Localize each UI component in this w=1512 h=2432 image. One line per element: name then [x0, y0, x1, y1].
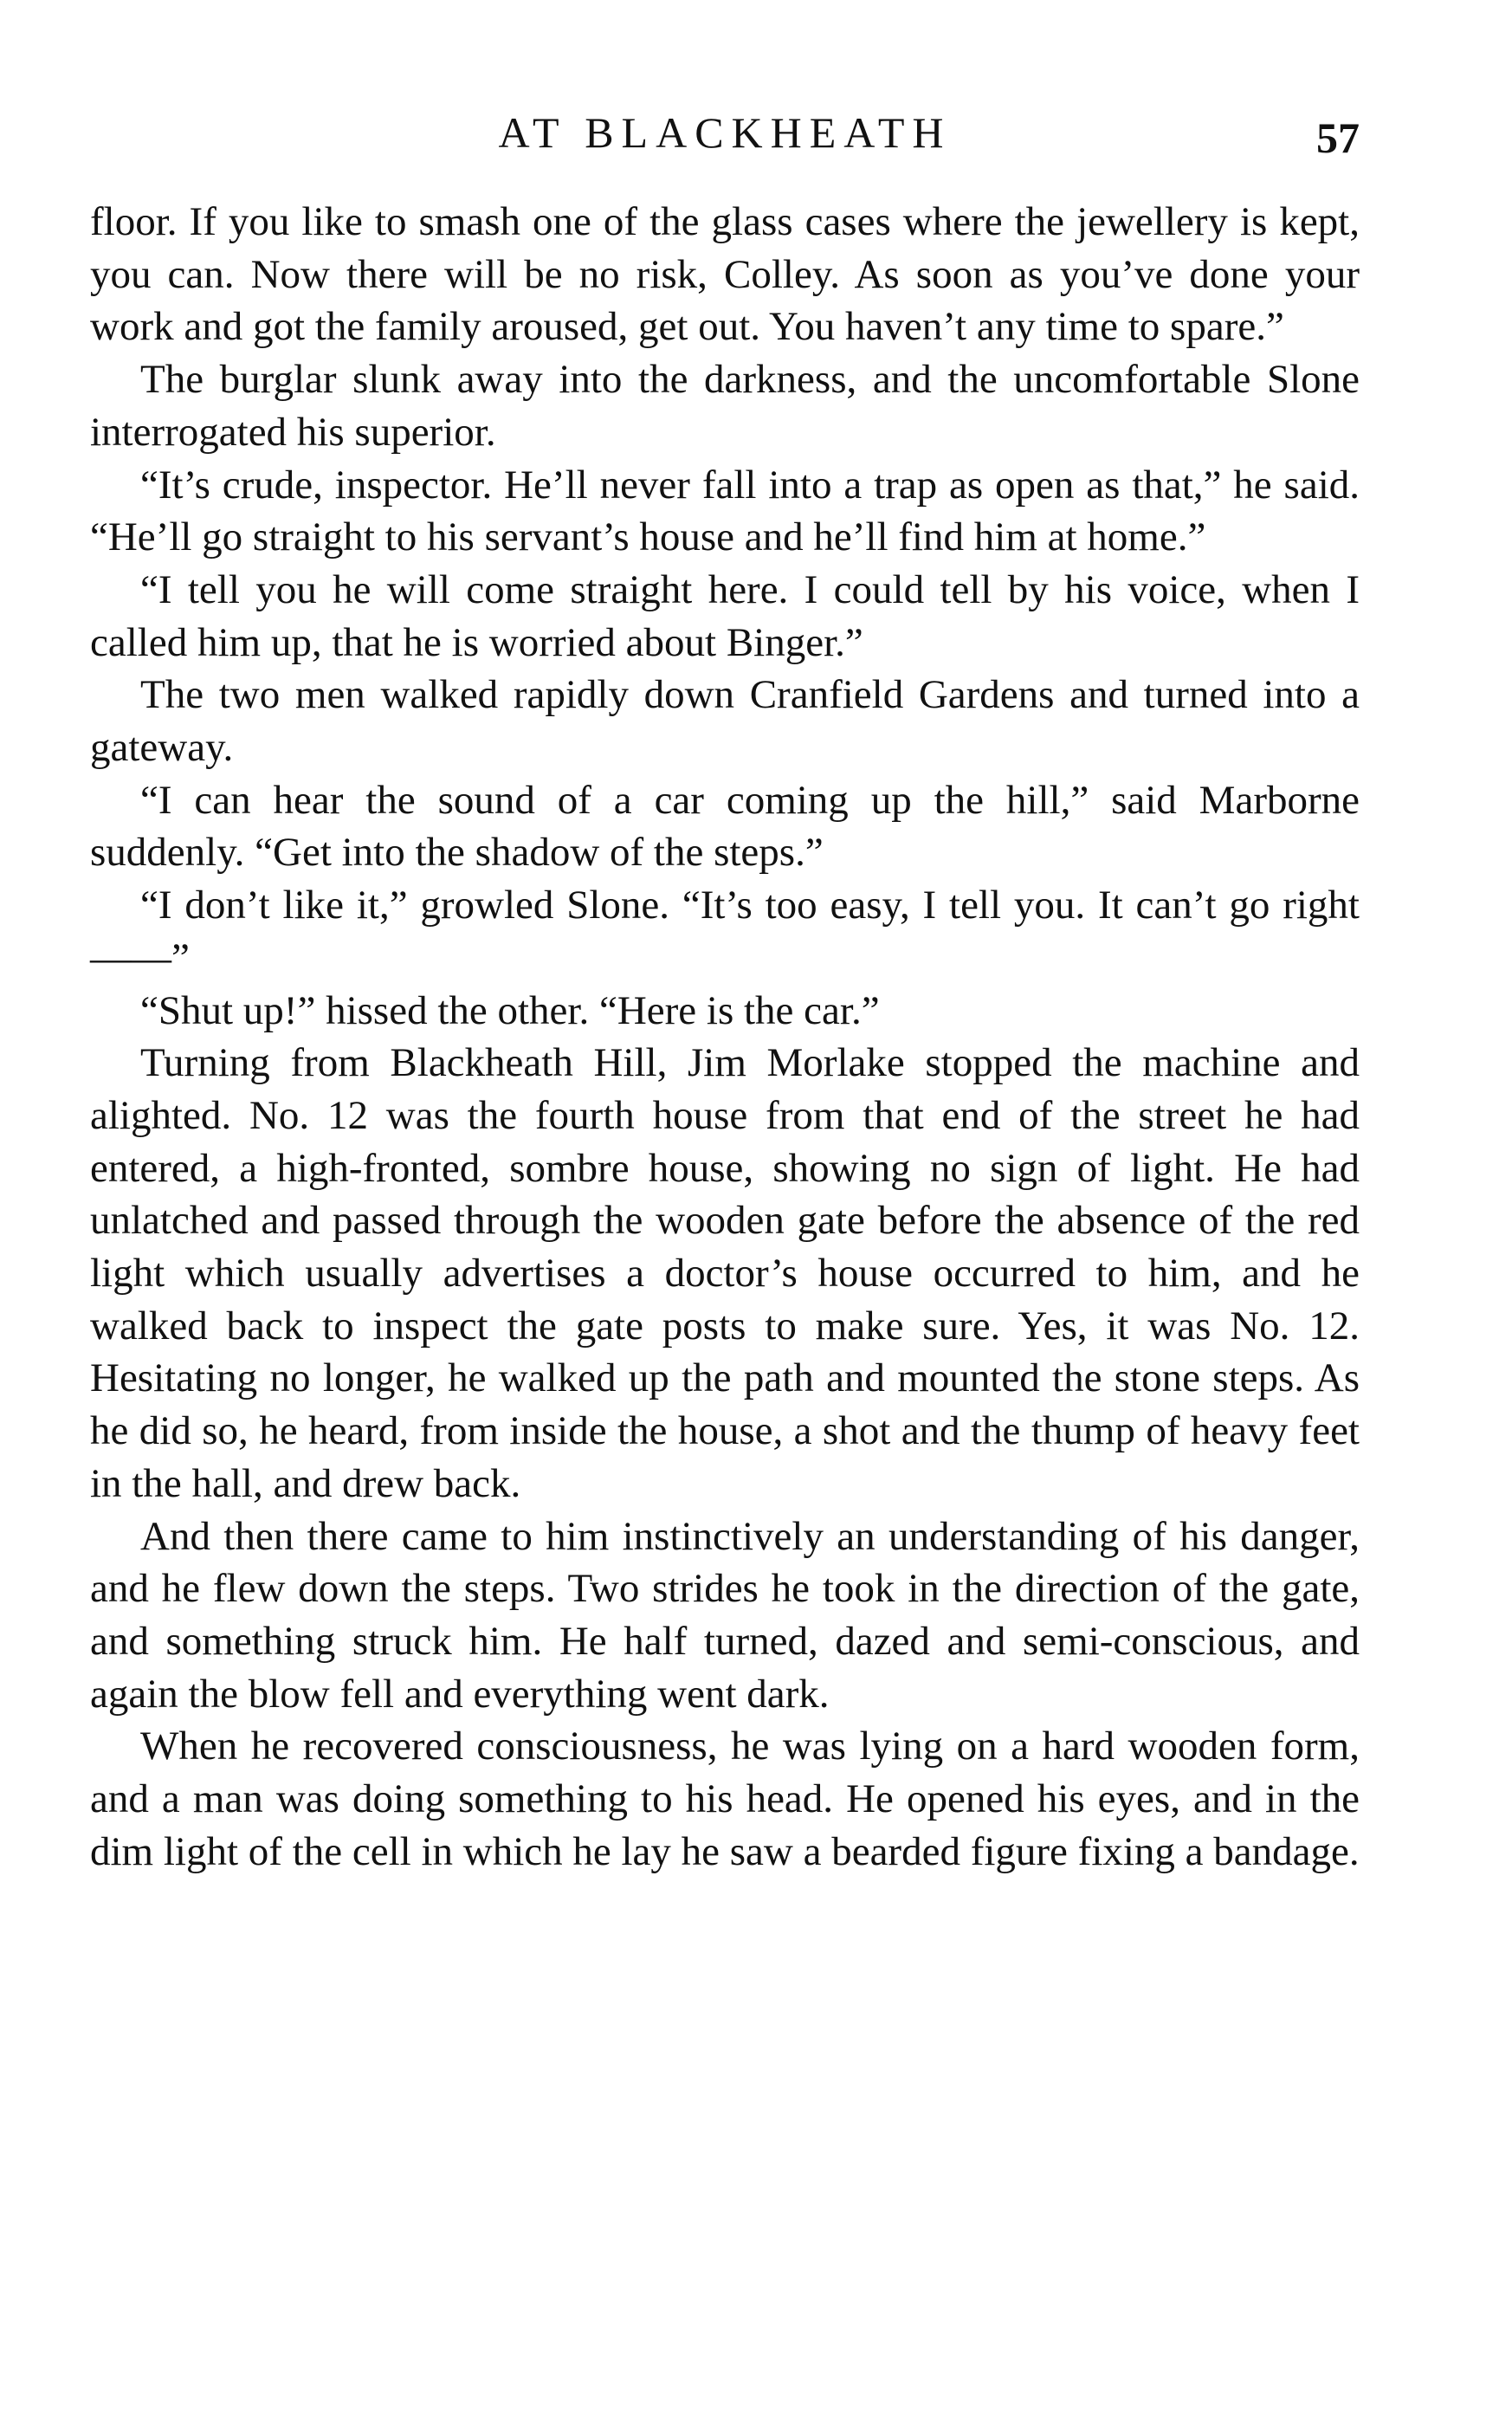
paragraph: floor. If you like to smash one of the glass cases where the jewellery is kept, you can. Now there will be no risk, Colley. As soon as you’ve done your work and got the family aroused, get out. You haven’t any time to spare.”	[90, 199, 1360, 350]
paragraph: The two men walked rapidly down Cranfield Gardens and turned into a gateway.	[90, 672, 1360, 771]
paragraph: “It’s crude, inspector. He’ll never fall into a trap as open as that,” he said. “He’ll go straight to his servant’s house and he’ll find him at home.”	[90, 462, 1360, 560]
paragraph: Turning from Blackheath Hill, Jim Morlake stopped the machine and alighted. No. 12 was the fourth house from that end of the street he had entered, a high-fronted, sombre house, showing no sign of light. He had unlatched and passed through the wooden gate before the absence of the red light which usually advertises a doctor’s house occurred to him, and he walked back to inspect the gate posts to make sure. Yes, it was No. 12. Hesitating no longer, he walked up the path and mounted the stone steps. As he did so, he heard, from inside the house, a shot and the thump of heavy feet in the hall, and drew back.	[90, 1040, 1360, 1506]
paragraph: When he recovered consciousness, he was lying on a hard wooden form, and a man was doing something to his head. He opened his eyes, and in the dim light of the cell in which he lay he saw a bearded figure fixing a bandage.	[90, 1724, 1360, 1874]
chapter-title: AT BLACKHEATH	[498, 108, 952, 157]
page-number: 57	[1316, 113, 1360, 162]
paragraph: “I can hear the sound of a car coming up the hill,” said Marborne suddenly. “Get into the shadow of the steps.”	[90, 777, 1360, 876]
paragraph: “I tell you he will come straight here. I could tell by his voice, when I called him up, that he is worried about Binger.”	[90, 566, 1360, 665]
paragraph: “Shut up!” hissed the other. “Here is the car.”	[140, 987, 880, 1033]
running-head	[90, 102, 1360, 163]
paragraph: “I don’t like it,” growled Slone. “It’s too easy, I tell you. It can’t go right——”	[90, 883, 1360, 980]
paragraph: And then there came to him instinctively an understanding of his danger, and he flew down the steps. Two strides he took in the direction of the gate, and something struck him. He half turned, dazed and semi-conscious, and again the blow fell and everything went dark.	[90, 1513, 1360, 1717]
paragraph: The burglar slunk away into the darkness, and the uncomfortable Slone interrogated his superior.	[90, 357, 1360, 455]
body-text	[90, 196, 1360, 1879]
